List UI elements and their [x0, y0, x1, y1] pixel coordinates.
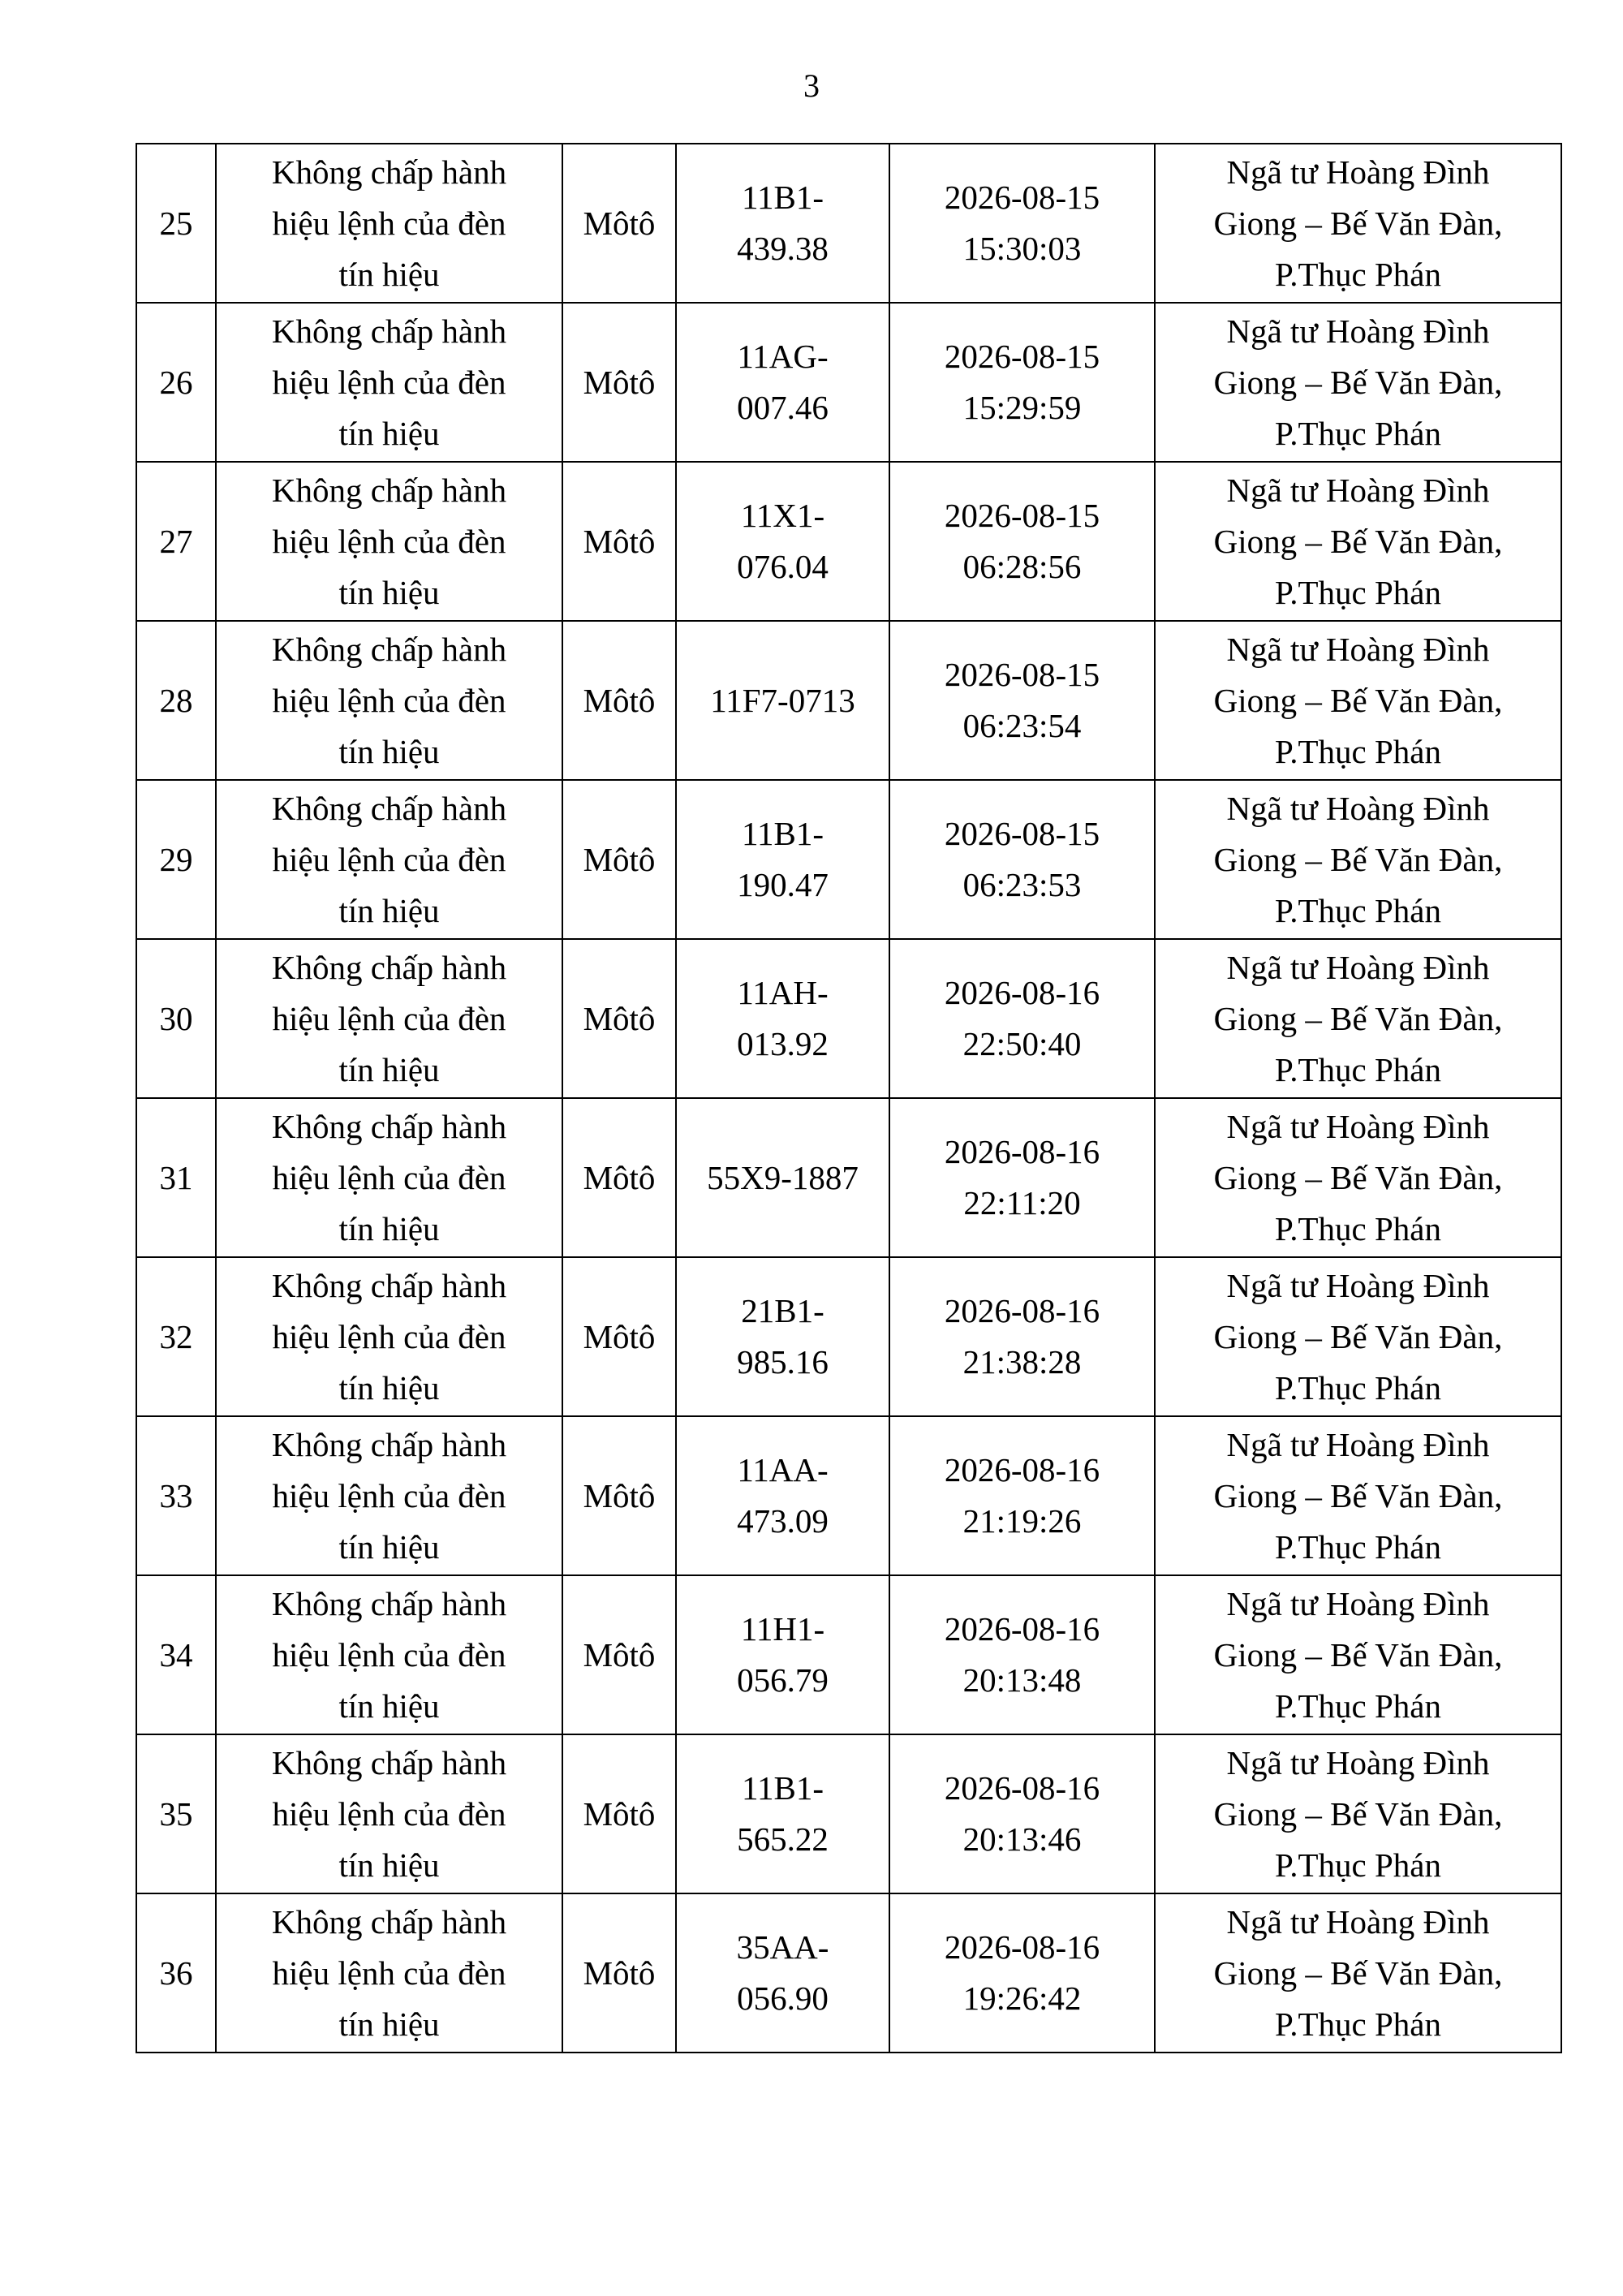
cell-location-line: Ngã tư Hoàng Đình: [1226, 312, 1490, 350]
cell-location: [1155, 780, 1561, 939]
cell-location-line: P.Thục Phán: [1275, 1846, 1441, 1884]
cell-location-line: Ngã tư Hoàng Đình: [1226, 1743, 1490, 1781]
cell-violation-line: hiệu lệnh của đèn: [272, 1794, 506, 1833]
cell-vehicle-type: Môtô: [562, 1734, 676, 1893]
cell-datetime: [889, 1257, 1155, 1416]
cell-license-plate-line: 056.90: [737, 1979, 829, 2017]
cell-violation-line: hiệu lệnh của đèn: [272, 204, 506, 242]
cell-location-line: Giong – Bế Văn Đàn,: [1213, 1794, 1503, 1833]
cell-vehicle-type: Môtô: [562, 621, 676, 780]
cell-location-line: Ngã tư Hoàng Đình: [1226, 630, 1490, 668]
cell-location: [1155, 462, 1561, 621]
cell-datetime-line: 20:13:48: [962, 1661, 1082, 1699]
cell-location: [1155, 1893, 1561, 2053]
cell-location-line: P.Thục Phán: [1275, 2005, 1441, 2043]
cell-vehicle-type: Môtô: [562, 1416, 676, 1575]
cell-violation-line: hiệu lệnh của đèn: [272, 999, 506, 1037]
cell-violation-line: tín hiệu: [338, 891, 440, 929]
cell-location-line: Giong – Bế Văn Đàn,: [1213, 1954, 1503, 1992]
cell-location-line: Ngã tư Hoàng Đình: [1226, 789, 1490, 827]
table-row: [136, 462, 1561, 621]
cell-location-line: Giong – Bế Văn Đàn,: [1213, 840, 1503, 878]
cell-violation-line: tín hiệu: [338, 414, 440, 452]
cell-datetime-line: 2026-08-15: [944, 656, 1100, 693]
cell-location: [1155, 1257, 1561, 1416]
cell-datetime: [889, 1893, 1155, 2053]
cell-vehicle-type: Môtô: [562, 462, 676, 621]
cell-location: [1155, 303, 1561, 462]
cell-violation-line: hiệu lệnh của đèn: [272, 1317, 506, 1355]
cell-violation: [216, 1257, 562, 1416]
cell-violation-line: hiệu lệnh của đèn: [272, 681, 506, 719]
table-row: [136, 939, 1561, 1098]
cell-license-plate: [676, 303, 889, 462]
cell-violation: [216, 621, 562, 780]
cell-datetime-line: 06:23:54: [962, 707, 1082, 744]
cell-location-line: Giong – Bế Văn Đàn,: [1213, 522, 1503, 560]
cell-license-plate-line: 076.04: [737, 548, 829, 585]
cell-vehicle-type: Môtô: [562, 1893, 676, 2053]
cell-stt: 26: [136, 303, 216, 462]
cell-violation-line: tín hiệu: [338, 2005, 440, 2043]
cell-datetime: [889, 621, 1155, 780]
cell-violation-line: Không chấp hành: [271, 1266, 507, 1304]
cell-violation-line: Không chấp hành: [271, 630, 507, 668]
cell-violation-line: Không chấp hành: [271, 471, 507, 509]
cell-license-plate-line: 565.22: [737, 1820, 829, 1858]
cell-datetime: [889, 303, 1155, 462]
table-row: [136, 621, 1561, 780]
cell-vehicle-type: Môtô: [562, 1098, 676, 1257]
cell-vehicle-type: Môtô: [562, 303, 676, 462]
cell-violation-line: tín hiệu: [338, 1209, 440, 1247]
cell-datetime-line: 06:23:53: [962, 866, 1082, 903]
cell-datetime-line: 2026-08-16: [944, 1610, 1100, 1648]
table-row: [136, 1575, 1561, 1734]
cell-location-line: P.Thục Phán: [1275, 1527, 1441, 1566]
cell-violation-line: tín hiệu: [338, 1846, 440, 1884]
cell-violation-line: hiệu lệnh của đèn: [272, 1158, 506, 1196]
table-row: [136, 780, 1561, 939]
cell-violation-line: tín hiệu: [338, 732, 440, 770]
cell-license-plate-line: 11H1-: [740, 1610, 825, 1648]
cell-license-plate-line: 11AA-: [737, 1451, 829, 1488]
cell-license-plate-line: 056.79: [737, 1661, 829, 1699]
cell-location-line: Giong – Bế Văn Đàn,: [1213, 1635, 1503, 1674]
cell-location-line: P.Thục Phán: [1275, 255, 1441, 293]
cell-location-line: Ngã tư Hoàng Đình: [1226, 1425, 1490, 1463]
cell-license-plate: [676, 462, 889, 621]
cell-violation: [216, 1416, 562, 1575]
cell-license-plate: [676, 1416, 889, 1575]
cell-location-line: Ngã tư Hoàng Đình: [1226, 471, 1490, 509]
cell-datetime-line: 2026-08-16: [944, 1133, 1100, 1170]
cell-location-line: P.Thục Phán: [1275, 1209, 1441, 1247]
cell-location: [1155, 1575, 1561, 1734]
cell-vehicle-type: Môtô: [562, 1575, 676, 1734]
cell-stt: 29: [136, 780, 216, 939]
table-row: [136, 1893, 1561, 2053]
table-row: [136, 1734, 1561, 1893]
cell-location-line: P.Thục Phán: [1275, 573, 1441, 611]
cell-violation: [216, 939, 562, 1098]
cell-violation-line: hiệu lệnh của đèn: [272, 1476, 506, 1514]
cell-location-line: Ngã tư Hoàng Đình: [1226, 1902, 1490, 1941]
cell-location-line: Giong – Bế Văn Đàn,: [1213, 1158, 1503, 1196]
cell-violation-line: Không chấp hành: [271, 1107, 507, 1145]
cell-stt: 27: [136, 462, 216, 621]
cell-violation-line: hiệu lệnh của đèn: [272, 363, 506, 401]
cell-license-plate-line: 11B1-: [742, 179, 824, 216]
cell-location: [1155, 1416, 1561, 1575]
cell-datetime: [889, 1416, 1155, 1575]
page-number: 3: [803, 67, 820, 104]
cell-violation-line: tín hiệu: [338, 1368, 440, 1406]
cell-location-line: Ngã tư Hoàng Đình: [1226, 1584, 1490, 1622]
cell-datetime: [889, 1734, 1155, 1893]
cell-violation: [216, 144, 562, 303]
cell-location-line: P.Thục Phán: [1275, 1686, 1441, 1725]
table-row: [136, 1098, 1561, 1257]
cell-violation: [216, 780, 562, 939]
cell-location-line: Giong – Bế Văn Đàn,: [1213, 1317, 1503, 1355]
cell-license-plate: [676, 1734, 889, 1893]
cell-vehicle-type: Môtô: [562, 144, 676, 303]
cell-license-plate: [676, 939, 889, 1098]
table-row: [136, 144, 1561, 303]
cell-violation-line: Không chấp hành: [271, 153, 507, 191]
cell-license-plate-line: 21B1-: [741, 1292, 824, 1329]
cell-location-line: Ngã tư Hoàng Đình: [1226, 1107, 1490, 1145]
cell-license-plate-line: 473.09: [737, 1502, 829, 1540]
cell-violation-line: Không chấp hành: [271, 1902, 507, 1941]
cell-datetime-line: 15:29:59: [962, 389, 1082, 426]
cell-datetime: [889, 780, 1155, 939]
table-row: [136, 1416, 1561, 1575]
cell-datetime-line: 21:38:28: [962, 1343, 1082, 1381]
cell-location-line: Giong – Bế Văn Đàn,: [1213, 363, 1503, 401]
cell-license-plate-line: 55X9-1887: [707, 1158, 859, 1196]
cell-datetime-line: 2026-08-16: [944, 974, 1100, 1011]
table-row: [136, 1257, 1561, 1416]
cell-violation-line: Không chấp hành: [271, 1425, 507, 1463]
cell-violation-line: hiệu lệnh của đèn: [272, 1954, 506, 1992]
cell-location-line: Ngã tư Hoàng Đình: [1226, 1266, 1490, 1304]
cell-stt: 34: [136, 1575, 216, 1734]
cell-violation: [216, 1734, 562, 1893]
cell-violation-line: Không chấp hành: [271, 789, 507, 827]
cell-violation-line: tín hiệu: [338, 573, 440, 611]
cell-stt: 25: [136, 144, 216, 303]
cell-location: [1155, 621, 1561, 780]
cell-vehicle-type: Môtô: [562, 780, 676, 939]
cell-stt: 35: [136, 1734, 216, 1893]
cell-violation-line: hiệu lệnh của đèn: [272, 840, 506, 878]
cell-vehicle-type: Môtô: [562, 939, 676, 1098]
cell-datetime-line: 2026-08-15: [944, 497, 1100, 534]
cell-datetime-line: 15:30:03: [962, 230, 1082, 267]
cell-datetime-line: 2026-08-16: [944, 1292, 1100, 1329]
cell-violation: [216, 462, 562, 621]
cell-license-plate-line: 190.47: [737, 866, 829, 903]
cell-license-plate: [676, 1893, 889, 2053]
cell-license-plate-line: 11B1-: [742, 1769, 824, 1807]
cell-location-line: Ngã tư Hoàng Đình: [1226, 153, 1490, 191]
cell-license-plate-line: 439.38: [737, 230, 829, 267]
cell-location: [1155, 939, 1561, 1098]
cell-violation-line: Không chấp hành: [271, 1743, 507, 1781]
cell-license-plate-line: 11F7-0713: [710, 681, 855, 719]
cell-violation: [216, 1575, 562, 1734]
cell-violation-line: Không chấp hành: [271, 312, 507, 350]
table-body: [136, 144, 1561, 2053]
cell-violation-line: Không chấp hành: [271, 1584, 507, 1622]
cell-location: [1155, 144, 1561, 303]
cell-datetime-line: 2026-08-16: [944, 1451, 1100, 1488]
cell-license-plate-line: 11AG-: [737, 338, 829, 375]
cell-license-plate: [676, 780, 889, 939]
cell-location-line: P.Thục Phán: [1275, 1050, 1441, 1088]
cell-stt: 32: [136, 1257, 216, 1416]
cell-datetime: [889, 144, 1155, 303]
cell-license-plate-line: 013.92: [737, 1025, 829, 1062]
cell-datetime-line: 22:11:20: [963, 1184, 1081, 1221]
cell-location-line: Giong – Bế Văn Đàn,: [1213, 204, 1503, 242]
violations-table: [136, 143, 1562, 2053]
cell-license-plate-line: 985.16: [737, 1343, 829, 1381]
cell-datetime-line: 2026-08-15: [944, 815, 1100, 852]
cell-license-plate: [676, 1257, 889, 1416]
cell-stt: 33: [136, 1416, 216, 1575]
cell-violation-line: hiệu lệnh của đèn: [272, 522, 506, 560]
cell-violation-line: tín hiệu: [338, 255, 440, 293]
cell-violation-line: tín hiệu: [338, 1686, 440, 1725]
cell-location-line: P.Thục Phán: [1275, 891, 1441, 929]
cell-license-plate: [676, 1098, 889, 1257]
cell-violation: [216, 1893, 562, 2053]
cell-datetime-line: 06:28:56: [962, 548, 1082, 585]
cell-datetime: [889, 1098, 1155, 1257]
cell-datetime-line: 2026-08-15: [944, 338, 1100, 375]
cell-license-plate: [676, 621, 889, 780]
cell-location: [1155, 1734, 1561, 1893]
cell-datetime-line: 2026-08-15: [944, 179, 1100, 216]
cell-license-plate-line: 11X1-: [740, 497, 825, 534]
cell-datetime: [889, 462, 1155, 621]
cell-license-plate-line: 11AH-: [737, 974, 829, 1011]
cell-datetime-line: 19:26:42: [962, 1979, 1082, 2017]
cell-stt: 28: [136, 621, 216, 780]
cell-location-line: P.Thục Phán: [1275, 414, 1441, 452]
cell-datetime-line: 20:13:46: [962, 1820, 1082, 1858]
cell-location-line: Giong – Bế Văn Đàn,: [1213, 681, 1503, 719]
cell-violation-line: hiệu lệnh của đèn: [272, 1635, 506, 1674]
cell-datetime-line: 2026-08-16: [944, 1928, 1100, 1966]
cell-stt: 36: [136, 1893, 216, 2053]
cell-violation: [216, 1098, 562, 1257]
cell-location-line: P.Thục Phán: [1275, 1368, 1441, 1406]
cell-violation-line: tín hiệu: [338, 1050, 440, 1088]
cell-violation-line: tín hiệu: [338, 1527, 440, 1566]
cell-datetime: [889, 1575, 1155, 1734]
cell-datetime-line: 21:19:26: [962, 1502, 1082, 1540]
cell-license-plate: [676, 1575, 889, 1734]
cell-license-plate-line: 007.46: [737, 389, 829, 426]
cell-location-line: Giong – Bế Văn Đàn,: [1213, 999, 1503, 1037]
table-row: [136, 303, 1561, 462]
cell-datetime: [889, 939, 1155, 1098]
cell-stt: 30: [136, 939, 216, 1098]
cell-license-plate-line: 35AA-: [736, 1928, 829, 1966]
cell-location-line: Ngã tư Hoàng Đình: [1226, 948, 1490, 986]
cell-location-line: P.Thục Phán: [1275, 732, 1441, 770]
cell-location: [1155, 1098, 1561, 1257]
cell-violation: [216, 303, 562, 462]
cell-vehicle-type: Môtô: [562, 1257, 676, 1416]
cell-datetime-line: 2026-08-16: [944, 1769, 1100, 1807]
cell-license-plate: [676, 144, 889, 303]
cell-stt: 31: [136, 1098, 216, 1257]
cell-location-line: Giong – Bế Văn Đàn,: [1213, 1476, 1503, 1514]
cell-license-plate-line: 11B1-: [742, 815, 824, 852]
cell-datetime-line: 22:50:40: [962, 1025, 1082, 1062]
cell-violation-line: Không chấp hành: [271, 948, 507, 986]
